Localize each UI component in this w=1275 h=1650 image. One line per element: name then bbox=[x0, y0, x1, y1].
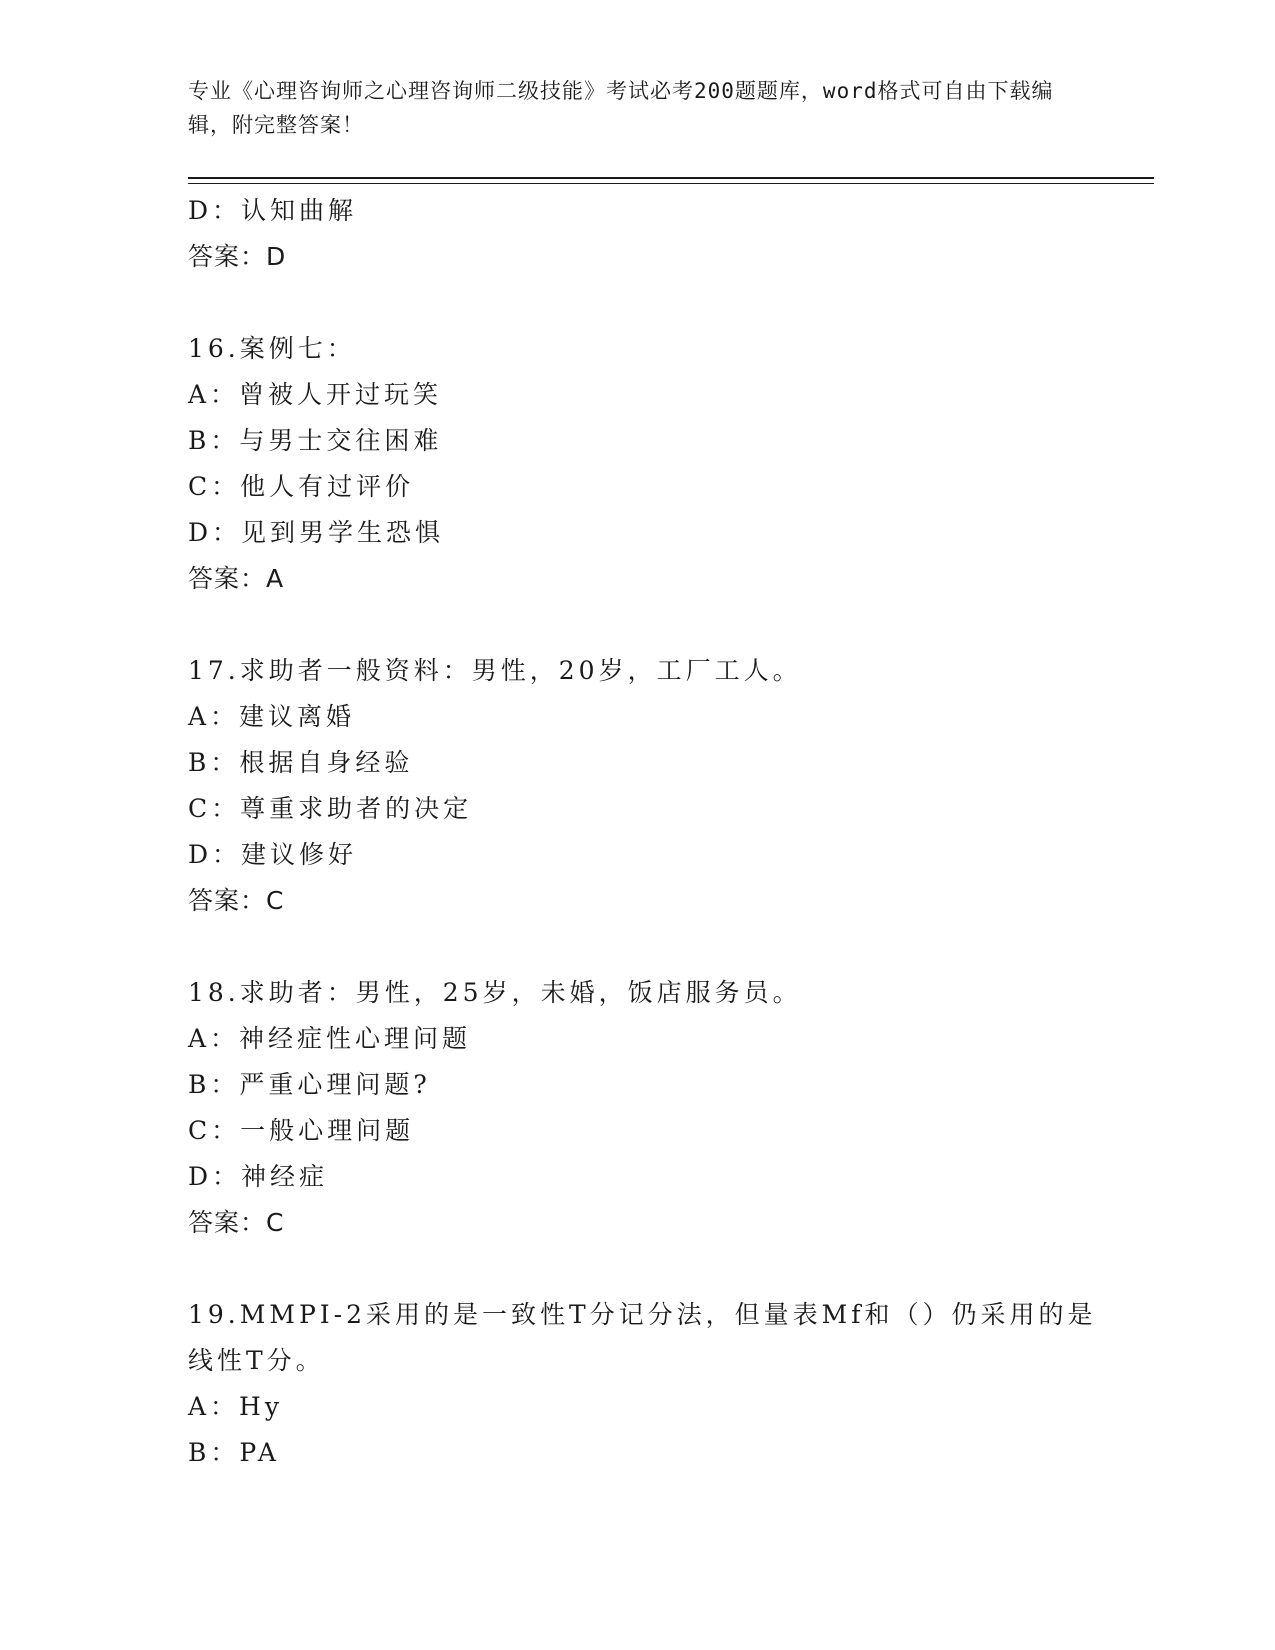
option-b: B：与男士交往困难 bbox=[188, 426, 443, 455]
question-stem: 16.案例七： bbox=[188, 334, 356, 363]
option-a: A：曾被人开过玩笑 bbox=[188, 380, 443, 409]
option-d: D：建议修好 bbox=[188, 840, 358, 869]
option-b: B：PA bbox=[188, 1438, 280, 1467]
question-16 bbox=[188, 326, 1088, 602]
question-block-prev bbox=[188, 188, 1088, 280]
header-divider-bottom bbox=[188, 183, 1154, 184]
answer-line: 答案：C bbox=[188, 886, 285, 915]
option-c: C：他人有过评价 bbox=[188, 472, 415, 501]
option-b: B：严重心理问题? bbox=[188, 1070, 431, 1099]
option-c: C：尊重求助者的决定 bbox=[188, 794, 473, 823]
option-b: B：根据自身经验 bbox=[188, 748, 414, 777]
question-stem: 18.求助者：男性，25岁，未婚，饭店服务员。 bbox=[188, 978, 802, 1007]
option-d: D：神经症 bbox=[188, 1162, 329, 1191]
option-c: C：一般心理问题 bbox=[188, 1116, 415, 1145]
document-header: 专业《心理咨询师之心理咨询师二级技能》考试必考200题题库，word格式可自由下载编辑，附完整答案！ bbox=[188, 79, 1054, 137]
question-19 bbox=[188, 1292, 1097, 1476]
answer-line: 答案：D bbox=[188, 242, 287, 271]
option-d: D：见到男学生恐惧 bbox=[188, 518, 445, 547]
question-stem: 17.求助者一般资料：男性，20岁，工厂工人。 bbox=[188, 656, 802, 685]
option-a: A：Hy bbox=[188, 1392, 283, 1421]
question-stem-line-1: 19.MMPI-2采用的是一致性T分记分法，但量表Mf和（）仍采用的是 bbox=[188, 1300, 1097, 1329]
question-18 bbox=[188, 970, 1088, 1246]
question-list bbox=[188, 188, 1097, 1476]
answer-line: 答案：C bbox=[188, 1208, 285, 1237]
question-17 bbox=[188, 648, 1088, 924]
header-divider-top bbox=[188, 177, 1154, 179]
option-d: D：认知曲解 bbox=[188, 196, 358, 225]
option-a: A：神经症性心理问题 bbox=[188, 1024, 472, 1053]
answer-line: 答案：A bbox=[188, 564, 285, 593]
question-stem-line-2: 线性T分。 bbox=[188, 1346, 325, 1375]
option-a: A：建议离婚 bbox=[188, 702, 356, 731]
